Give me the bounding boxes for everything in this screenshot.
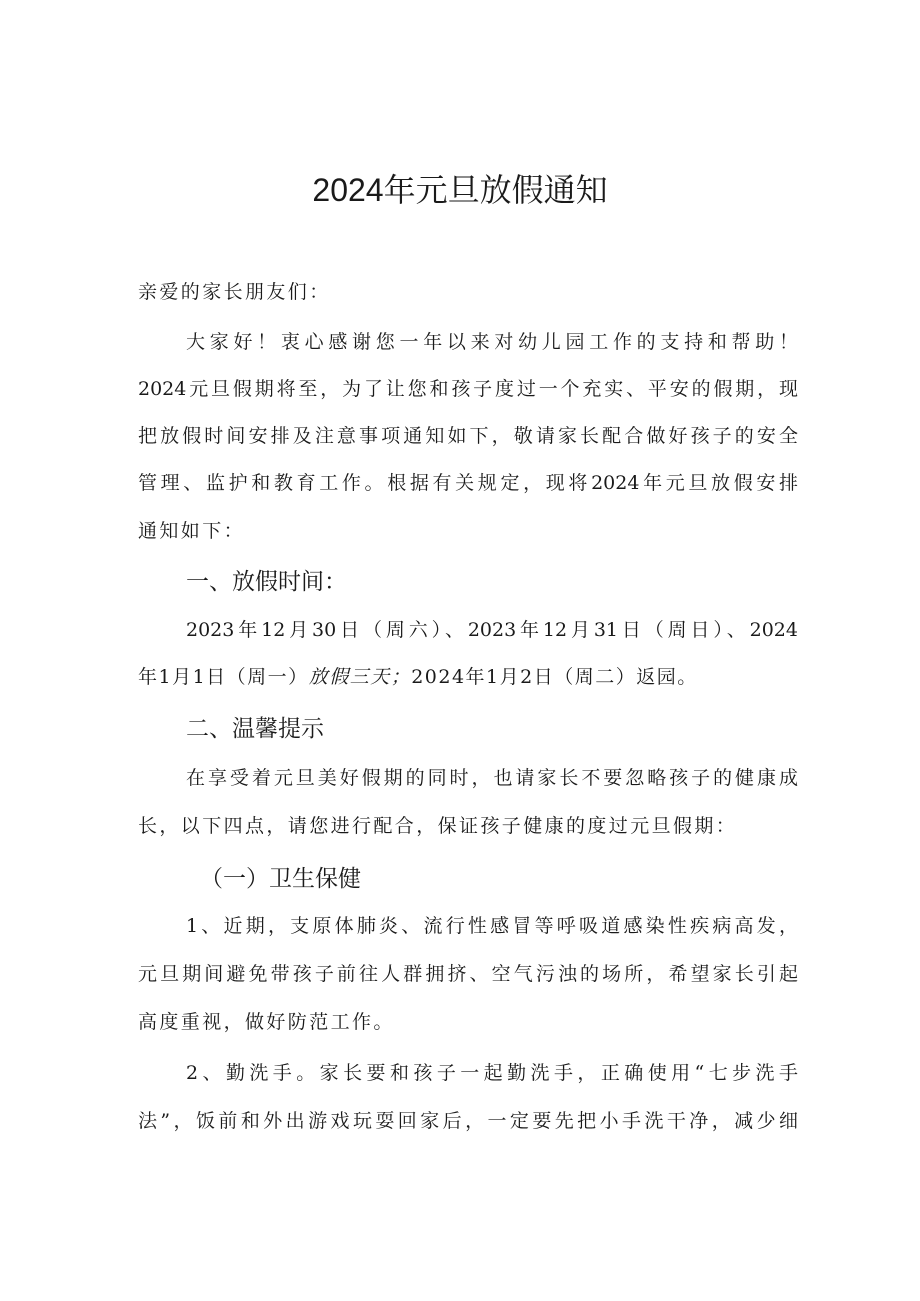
holiday-dates-part-c: 2024年1月2日（周二）返园。: [411, 666, 698, 688]
item2-line-1: 2、勤洗手。家长要和孩子一起勤洗手，正确使用“七步洗手: [186, 1062, 798, 1084]
reminders-line-1: 在享受着元旦美好假期的同时，也请家长不要忽略孩子的健康成: [186, 767, 798, 789]
salutation: 亲爱的家长朋友们：: [138, 281, 331, 303]
page-title: 2024年元旦放假通知: [312, 172, 608, 208]
holiday-dates-line-1: 2023年12月30日（周六）、2023年12月31日（周日）、2024: [186, 619, 798, 641]
intro-line-4: 管理、监护和教育工作。根据有关规定，现将2024年元旦放假安排: [138, 472, 798, 494]
intro-line-1: 大家好！衷心感谢您一年以来对幼儿园工作的支持和帮助！: [186, 331, 798, 353]
section-heading-reminders: 二、温馨提示: [186, 715, 324, 741]
item1-line-1: 1、近期，支原体肺炎、流行性感冒等呼吸道感染性疾病高发，: [186, 915, 798, 937]
intro-line-3: 把放假时间安排及注意事项通知如下，敬请家长配合做好孩子的安全: [138, 425, 798, 447]
subsection-heading-hygiene: （一）卫生保健: [200, 865, 361, 891]
reminders-line-2: 长，以下四点，请您进行配合，保证孩子健康的度过元旦假期：: [138, 815, 738, 837]
holiday-dates-part-b: 放假三天；: [308, 666, 412, 688]
item1-line-3: 高度重视，做好防范工作。: [138, 1011, 395, 1033]
item2-line-2: 法”，饭前和外出游戏玩耍回家后，一定要先把小手洗干净，减少细: [138, 1110, 798, 1132]
item1-line-2: 元旦期间避免带孩子前往人群拥挤、空气污浊的场所，希望家长引起: [138, 963, 798, 985]
holiday-dates-line-2: [138, 662, 798, 692]
intro-line-2: 2024元旦假期将至，为了让您和孩子度过一个充实、平安的假期，现: [138, 378, 798, 400]
section-heading-holiday-time: 一、放假时间：: [186, 568, 347, 594]
intro-line-5: 通知如下：: [138, 520, 246, 542]
holiday-dates-part-a: 年1月1日（周一）: [138, 666, 309, 688]
